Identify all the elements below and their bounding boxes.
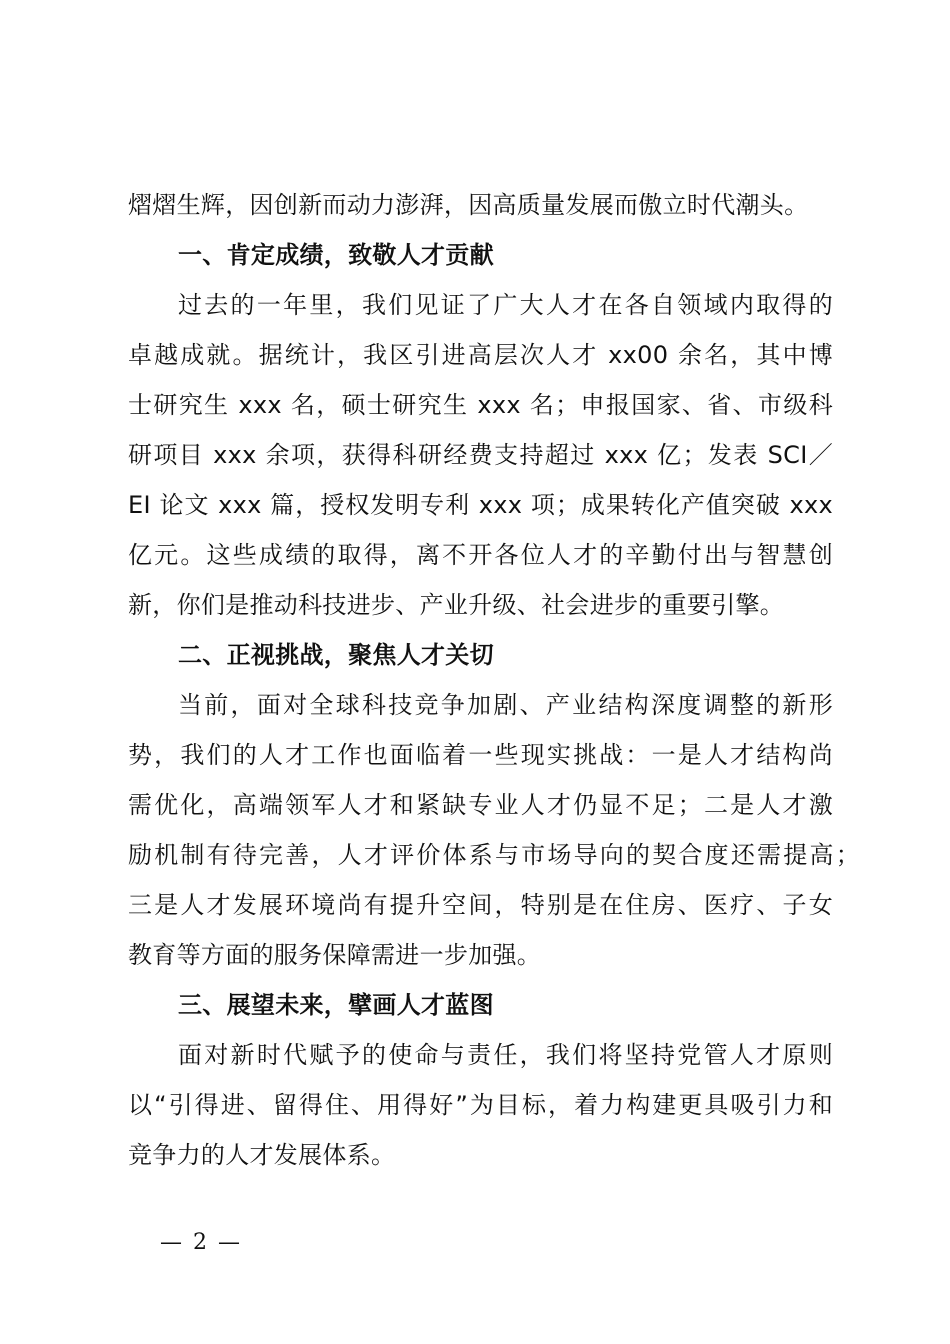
text-line: 当前，面对全球科技竞争加剧、产业结构深度调整的新形 [178,691,833,719]
text-line: 士研究生 xxx 名，硕士研究生 xxx 名；申报国家、省、市级科 [128,391,833,419]
text-line: 三是人才发展环境尚有提升空间，特别是在住房、医疗、子女 [128,891,833,919]
text-line: 卓越成就。据统计，我区引进高层次人才 xx00 余名，其中博 [128,341,833,369]
text-line: 竞争力的人才发展体系。 [128,1141,396,1169]
text-line: 熠熠生辉，因创新而动力澎湃，因高质量发展而傲立时代潮头。 [128,191,809,219]
section-heading: 一、肯定成绩，致敬人才贡献 [178,241,494,269]
page-number: — 2 — [160,1230,242,1255]
text-line: 需优化，高端领军人才和紧缺专业人才仍显不足；二是人才激 [128,791,833,819]
text-line: 教育等方面的服务保障需进一步加强。 [128,941,542,969]
text-line: 研项目 xxx 余项，获得科研经费支持超过 xxx 亿；发表 SCI／ [128,441,833,469]
text-line: 势，我们的人才工作也面临着一些现实挑战：一是人才结构尚 [128,741,833,769]
text-line: 新，你们是推动科技进步、产业升级、社会进步的重要引擎。 [128,591,785,619]
text-line: 励机制有待完善，人才评价体系与市场导向的契合度还需提高； [128,841,860,869]
text-line: 亿元。这些成绩的取得，离不开各位人才的辛勤付出与智慧创 [128,541,833,569]
text-line: 以“引得进、留得住、用得好”为目标，着力构建更具吸引力和 [128,1091,833,1119]
text-line: EI 论文 xxx 篇，授权发明专利 xxx 项；成果转化产值突破 xxx [128,491,833,519]
document-body [128,180,860,1180]
section-heading: 二、正视挑战，聚焦人才关切 [178,641,494,669]
text-line: 过去的一年里，我们见证了广大人才在各自领域内取得的 [178,291,833,319]
section-heading: 三、展望未来，擘画人才蓝图 [178,991,494,1019]
text-line: 面对新时代赋予的使命与责任，我们将坚持党管人才原则 [178,1041,833,1069]
